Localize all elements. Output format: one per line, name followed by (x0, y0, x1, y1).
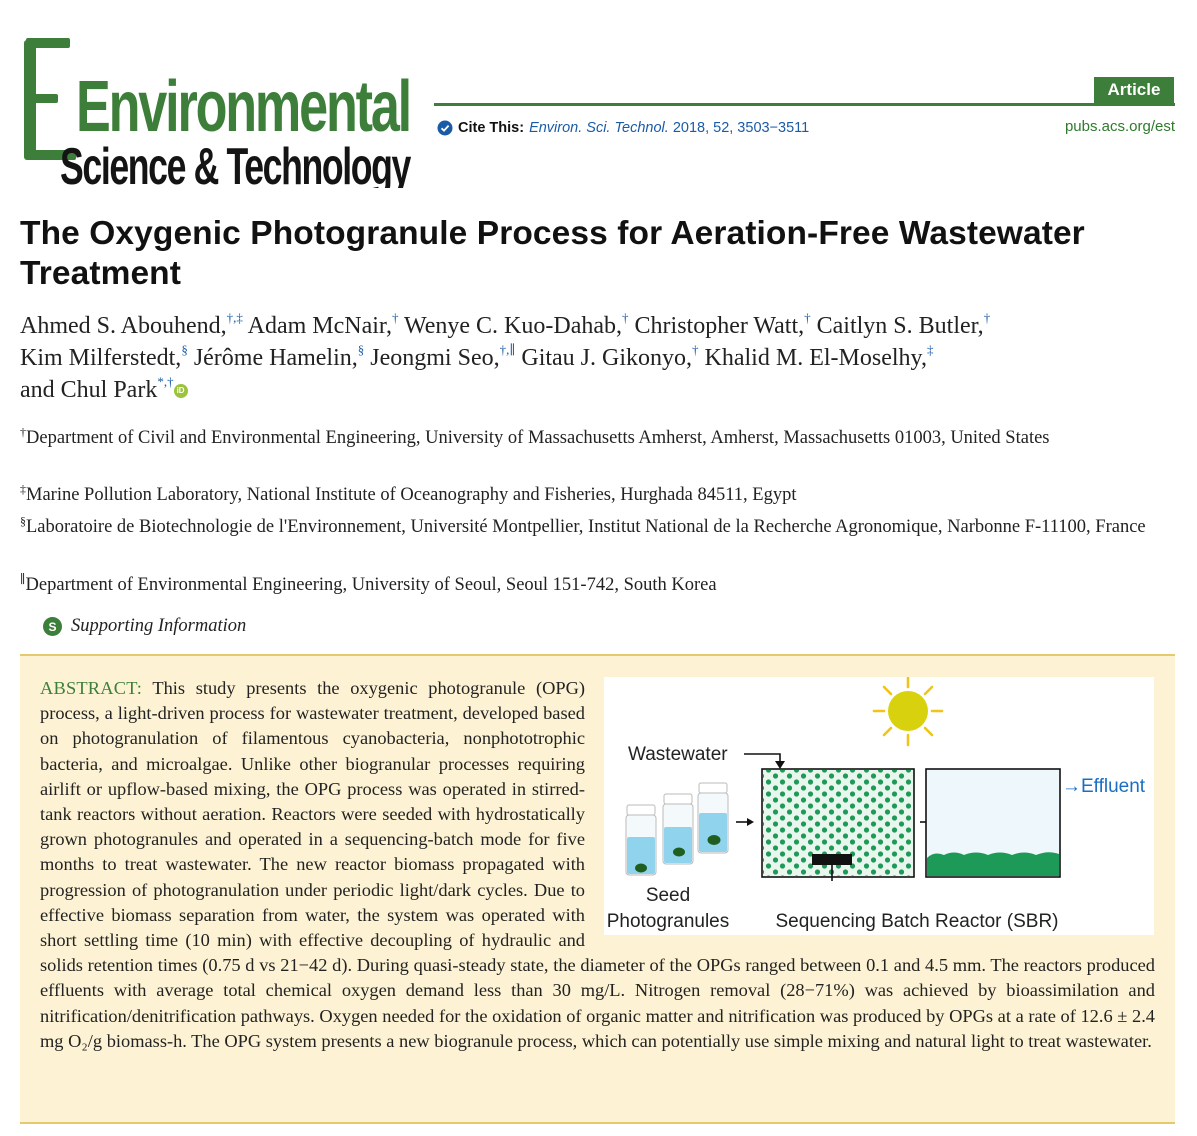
cite-journal-abbrev: Environ. Sci. Technol. (529, 120, 669, 136)
affiliation (20, 515, 1180, 540)
cite-reference-link[interactable] (529, 120, 809, 136)
sun-icon (874, 677, 942, 745)
author-affil-mark[interactable]: † (983, 310, 991, 325)
affiliation-text: Department of Environmental Engineering, University of Seoul, Seoul 151-742, South Korea (25, 575, 717, 595)
author-affil-mark[interactable]: *,† (157, 374, 174, 389)
author-name[interactable]: Ahmed S. Abouhend, (20, 313, 227, 339)
supporting-info-icon: S (43, 617, 62, 636)
seed-vials (626, 783, 728, 875)
affiliation-mark: † (20, 425, 26, 439)
author-name[interactable]: Jeongmi Seo, (370, 345, 500, 371)
affiliation-text: Marine Pollution Laboratory, National Institute of Oceanography and Fisheries, Hurghada 84511, Egypt (26, 485, 797, 505)
author-affil-mark[interactable]: † (622, 310, 629, 325)
author-affil-mark[interactable]: †,‡ (226, 310, 243, 325)
effluent-label: →Effluent (1062, 776, 1146, 797)
author-name[interactable]: Gitau J. Gikonyo, (521, 345, 693, 371)
author-affil-mark[interactable]: † (692, 342, 699, 357)
vials-to-reactor-arrow (736, 818, 754, 826)
affiliation-mark: ∥ (20, 572, 26, 586)
author-affil-mark[interactable]: ‡ (926, 342, 934, 357)
header-divider (434, 103, 1175, 106)
affiliation-mark: ‡ (20, 482, 26, 496)
sbr-label: Sequencing Batch Reactor (SBR) (775, 911, 1059, 932)
wastewater-inflow-arrow (744, 754, 785, 769)
journal-url-link[interactable]: pubs.acs.org/est (1064, 118, 1175, 135)
sbr-settled-reactor (926, 769, 1060, 877)
affiliation-mark: § (20, 514, 26, 528)
affiliation (20, 573, 1180, 598)
author-name[interactable]: Kim Milferstedt, (20, 345, 182, 371)
citation-line[interactable] (437, 120, 809, 136)
author-name[interactable]: and Chul Park (20, 377, 158, 403)
sbr-mixing-reactor (762, 769, 914, 881)
cite-volume-pages: 2018, 52, 3503−3511 (672, 120, 810, 136)
cite-label: Cite This: (458, 120, 525, 136)
author-name[interactable]: Christopher Watt, (634, 313, 805, 339)
supporting-info-label: Supporting Information (71, 616, 247, 636)
article-type-badge: Article (1094, 77, 1174, 103)
author-name[interactable]: Jérôme Hamelin, (193, 345, 358, 371)
author-name[interactable]: Khalid M. El-Moselhy, (704, 345, 927, 371)
toc-graphic[interactable] (604, 677, 1154, 935)
author-name[interactable]: Adam McNair, (247, 313, 392, 339)
affiliation-text: Department of Civil and Environmental Engineering, University of Massachusetts Amherst, Amherst, Massachusetts 01003, United States (26, 428, 1050, 448)
abstract-body: This study presents the oxygenic photogranule (OPG) process, a light-driven process for wastewater treatment, developed based on photogranulation of filamentous cyanobacteria, nonphototrophic bacteria, and microalgae. Unlike other biogranular processes requiring airlift or upflow-based mixing, the OPG process was operated in stirred-tank reactors without aeration. Reactors were seeded with hydrostatically grown photogranules and operated in a sequencing-batch mode for five months to treat wastewater. The new reactor biomass propagated with progression of photogranulation under periodic light/dark cycles. Due to effective biomass separation from water, the system was operated with short settling time (10 min) with effective decoupling of hydraulic and solids retention times (0.75 d vs 21−42 d). During quasi-steady state, the diameter of the OPGs ranged between 0.1 and 4.5 mm. The reactors produced effluents with average total chemical oxygen demand less than 30 mg/L. Nitrogen removal (28−71%) was achieved by bioassimilation and nitrification/denitrification pathways. Oxygen needed for the oxidation of organic matter and nitrification was produced by OPGs at a rate of 12.6 ± 2.4 mg O₂/g biomass-h. The OPG system presents a new biogranule process, which can potentially use simple mixing and natural light to treat wastewater. (40, 678, 1155, 1051)
cite-check-icon (437, 120, 453, 136)
author-list (20, 310, 1180, 406)
journal-logo[interactable] (18, 36, 418, 188)
photogranules-label: Photogranules (606, 911, 730, 932)
wastewater-label: Wastewater (628, 744, 728, 765)
author-affil-mark[interactable]: † (391, 310, 399, 325)
author-affil-mark[interactable]: § (357, 342, 365, 357)
abstract-label: ABSTRACT: (40, 678, 143, 698)
author-affil-mark[interactable]: †,∥ (499, 342, 516, 357)
orcid-icon[interactable]: iD (174, 384, 188, 398)
affiliation-text: Laboratoire de Biotechnologie de l'Environnement, Université Montpellier, Institut National de la Recherche Agronomique, Narbonne F-11100, France (26, 517, 1146, 537)
logo-line2: Science & Technology (60, 138, 412, 188)
logo-line1: Environmental (76, 67, 410, 147)
seed-label: Seed (645, 885, 691, 906)
author-affil-mark[interactable]: § (181, 342, 188, 357)
article-title: The Oxygenic Photogranule Process for Aeration-Free Wastewater Treatment (20, 215, 1085, 292)
author-name[interactable]: Wenye C. Kuo-Dahab, (404, 313, 623, 339)
author-name[interactable]: Caitlyn S. Butler, (816, 313, 984, 339)
author-affil-mark[interactable]: † (804, 310, 811, 325)
affiliation (20, 483, 1180, 508)
affiliation (20, 426, 1180, 451)
supporting-information-link[interactable] (43, 616, 246, 637)
